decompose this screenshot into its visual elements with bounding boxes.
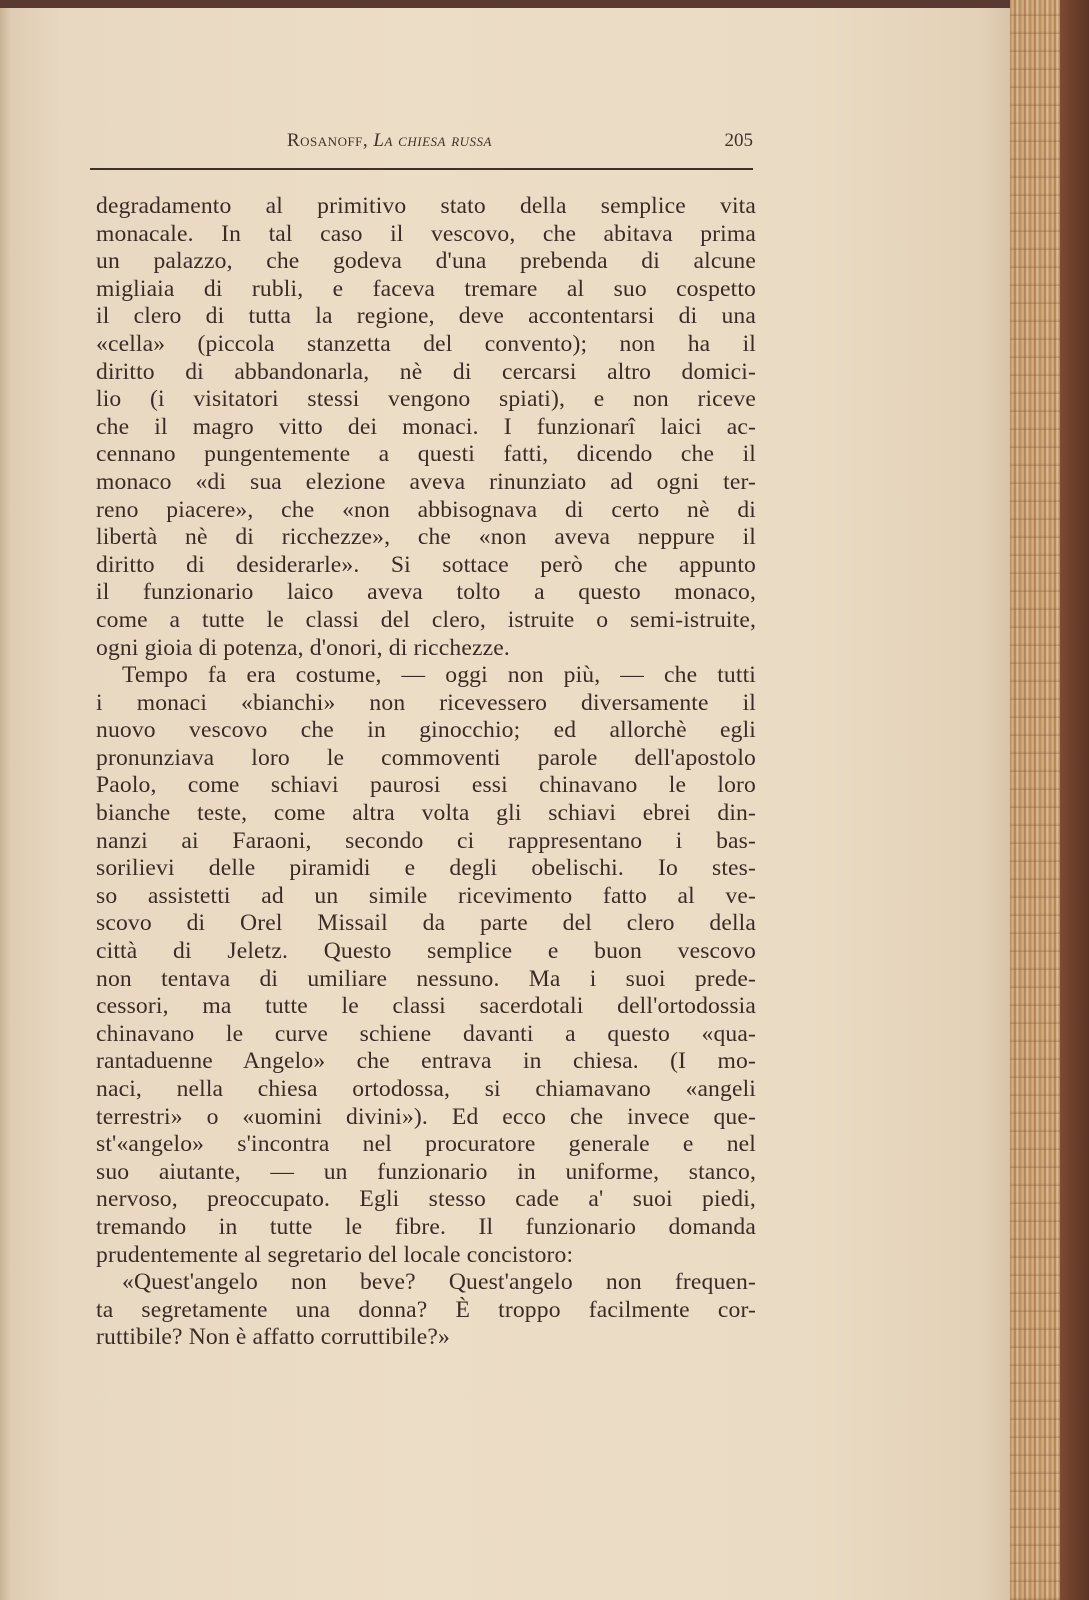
page-number: 205 <box>724 130 753 151</box>
body-text <box>96 193 756 1352</box>
text-line: cessori, ma tutte le classi sacerdotali dell'ortodossia <box>96 993 756 1020</box>
text-line: chinavano le curve schiene davanti a questo «qua- <box>96 1020 756 1047</box>
text-line: st'«angelo» s'incontra nel procuratore generale e nel <box>96 1131 756 1158</box>
text-line: migliaia di rubli, e faceva tremare al suo cospetto <box>96 275 756 302</box>
text-line: bianche teste, come altra volta gli schiavi ebrei din- <box>96 800 756 827</box>
header-rule <box>90 168 753 170</box>
text-line: nuovo vescovo che in ginocchio; ed allorchè egli <box>96 717 756 744</box>
text-line: diritto di abbandonarla, nè di cercarsi altro domici- <box>96 358 756 385</box>
text-line: monaco «di sua elezione aveva rinunziato ad ogni ter- <box>96 468 756 495</box>
text-line: Tempo fa era costume, — oggi non più, — che tutti <box>122 662 756 689</box>
text-line: scovo di Orel Missail da parte del clero della <box>96 910 756 937</box>
text-line: degradamento al primitivo stato della semplice vita <box>96 193 756 219</box>
text-line: che il magro vitto dei monaci. I funzionarî laici ac- <box>96 413 756 440</box>
text-line: lio (i visitatori stessi vengono spiati), e non riceve <box>96 386 756 413</box>
text-line: prudentemente al segretario del locale concistoro: <box>96 1241 574 1268</box>
text-line: il clero di tutta la regione, deve accontentarsi di una <box>96 303 756 330</box>
text-line: sorilievi delle piramidi e degli obelischi. Io stes- <box>96 855 756 882</box>
text-line: cennano pungentemente a questi fatti, dicendo che il <box>96 441 756 468</box>
text-line: «Quest'angelo non beve? Quest'angelo non frequen- <box>122 1269 756 1296</box>
text-line: terrestri» o «uomini divini»). Ed ecco che invece que- <box>96 1103 756 1130</box>
text-line: «cella» (piccola stanzetta del convento); non ha il <box>96 330 756 357</box>
text-line: come a tutte le classi del clero, istruite o semi-istruite, <box>96 606 756 633</box>
text-line: non tentava di umiliare nessuno. Ma i suoi prede- <box>96 965 756 992</box>
text-line: Paolo, come schiavi paurosi essi chinavano le loro <box>96 772 756 799</box>
header-author-title <box>287 130 492 152</box>
text-line: un palazzo, che godeva d'una prebenda di alcune <box>96 248 756 275</box>
text-line: pronunziava loro le commoventi parole dell'apostolo <box>96 744 756 771</box>
page-sheet <box>0 8 1012 1600</box>
text-line: rantaduenne Angelo» che entrava in chiesa. (I mo- <box>96 1048 756 1075</box>
text-line: i monaci «bianchi» non ricevessero diversamente il <box>96 689 756 716</box>
book-cover-edge <box>1060 0 1089 1600</box>
running-header <box>95 126 753 156</box>
header-title: La chiesa russa <box>373 130 492 151</box>
text-line: diritto di desiderarle». Si sottace però che appunto <box>96 551 756 578</box>
text-line: città di Jeletz. Questo semplice e buon vescovo <box>96 938 756 965</box>
text-line: nervoso, preoccupato. Egli stesso cade a' suoi piedi, <box>96 1186 756 1213</box>
text-line: ogni gioia di potenza, d'onori, di ricchezze. <box>96 634 510 661</box>
text-line: libertà nè di ricchezze», che «non aveva neppure il <box>96 524 756 551</box>
text-line: naci, nella chiesa ortodossa, si chiamavano «angeli <box>96 1076 756 1102</box>
text-line: monacale. In tal caso il vescovo, che abitava prima <box>96 220 756 247</box>
text-line: ta segretamente una donna? È troppo facilmente cor- <box>96 1296 756 1323</box>
text-line: tremando in tutte le fibre. Il funzionario domanda <box>96 1213 756 1240</box>
text-line: so assistetti ad un simile ricevimento fatto al ve- <box>96 882 756 909</box>
text-line: ruttibile? Non è affatto corruttibile?» <box>96 1324 450 1351</box>
text-line: reno piacere», che «non abbisognava di certo nè di <box>96 496 756 523</box>
text-line: il funzionario laico aveva tolto a questo monaco, <box>96 579 756 606</box>
text-line: suo aiutante, — un funzionario in uniforme, stanco, <box>96 1158 756 1185</box>
header-author: Rosanoff, <box>287 130 369 151</box>
text-line: nanzi ai Faraoni, secondo ci rappresentano i bas- <box>96 827 756 854</box>
